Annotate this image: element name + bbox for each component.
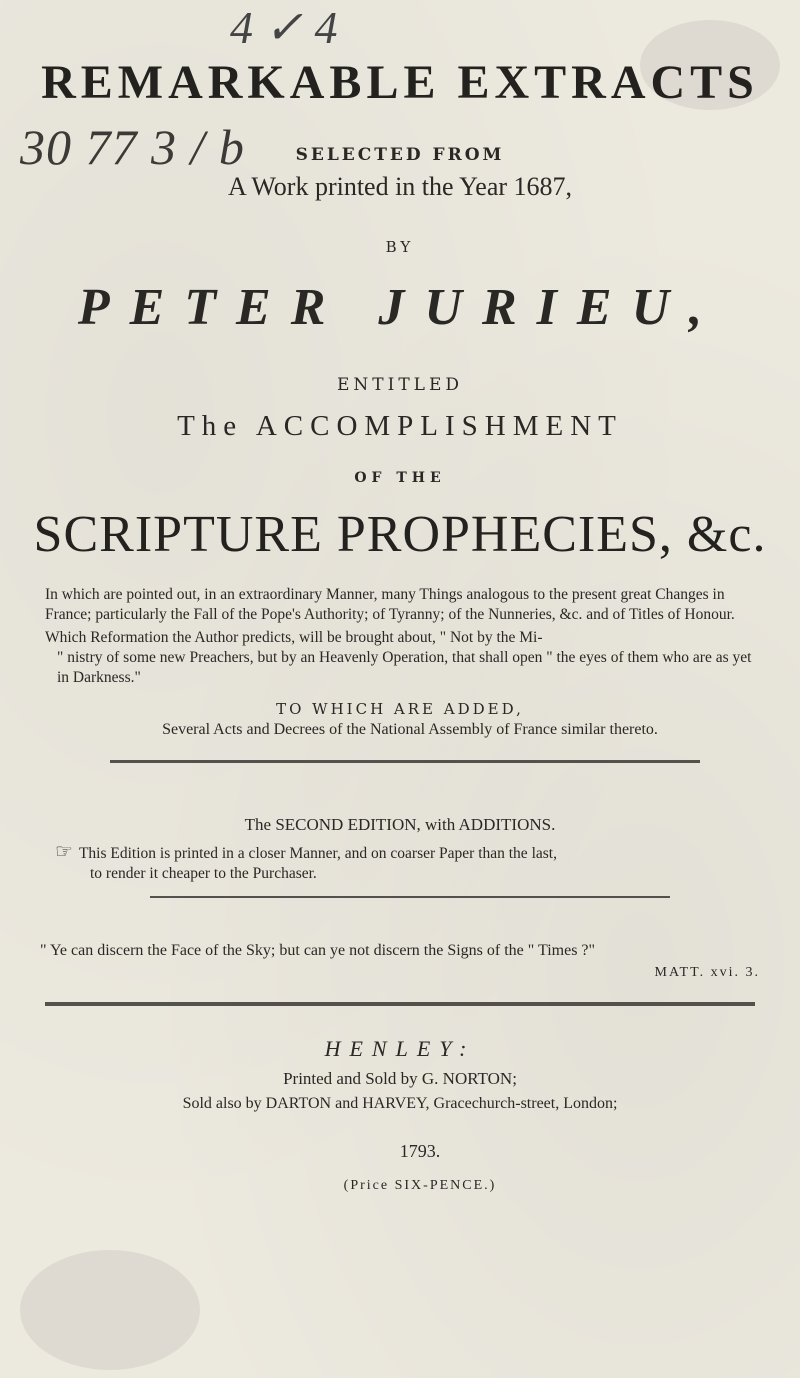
author-name: PETER JURIEU, (77, 279, 723, 336)
by-line: BY (385, 238, 415, 256)
divider-rule (110, 760, 700, 763)
accomplishment-line: The ACCOMPLISHMENT (177, 410, 623, 442)
description-quote-lead: Which Reformation the Author predicts, will be brought about, " Not by the Mi- (45, 629, 543, 646)
divider-rule (150, 896, 670, 898)
edition-note-line2: to render it cheaper to the Purchaser. (90, 865, 317, 882)
work-line: A Work printed in the Year 1687, (227, 172, 573, 201)
imprint-sold-also: Sold also by DARTON and HARVEY, Gracechurch-street, London; (182, 1095, 618, 1112)
divider-rule (45, 1002, 755, 1006)
epigraph-citation: MATT. xvi. 3. (654, 965, 760, 980)
selected-from-line: SELECTED FROM (295, 145, 505, 165)
imprint-price: (Price SIX-PENCE.) (343, 1178, 497, 1193)
ink-stain (20, 1250, 200, 1370)
pointing-hand-icon: ☞ (55, 841, 73, 863)
description-quote: " nistry of some new Preachers, but by an Heavenly Operation, that shall open " the eyes of them who are as yet in Darkness." (57, 649, 752, 686)
edition-note (55, 842, 755, 884)
imprint-printer: Printed and Sold by G. NORTON; (283, 1069, 517, 1088)
handwritten-shelfmark: 30 77 3 / b (20, 119, 245, 175)
of-the-line: OF THE (354, 470, 446, 486)
imprint-place: HENLEY: (324, 1036, 476, 1061)
description-quote-paragraph (45, 628, 765, 688)
epigraph-text: " Ye can discern the Face of the Sky; but can ye not discern the Signs of the " Times ?" (40, 942, 596, 959)
several-acts-line: Several Acts and Decrees of the National Assembly of France similar thereto. (162, 721, 658, 738)
handwritten-scribble: 4 ✓ 4 (230, 2, 338, 53)
entitled-line: ENTITLED (336, 375, 463, 395)
edition-note-line1: This Edition is printed in a closer Manner, and on coarser Paper than the last, (78, 845, 557, 862)
description-paragraph: In which are pointed out, in an extraordinary Manner, many Things analogous to the present great Changes in France; particularly the Fall of the Pope's Authority; of Tyranny; of the Nunneries, &c. and of Titles of Honour. (45, 586, 735, 623)
imprint-year: 1793. (399, 1141, 441, 1161)
scripture-prophecies-heading: SCRIPTURE PROPHECIES, &c. (33, 506, 767, 563)
page-title: REMARKABLE EXTRACTS (41, 56, 759, 109)
edition-line: The SECOND EDITION, with ADDITIONS. (244, 815, 556, 834)
epigraph (40, 940, 760, 980)
added-line: TO WHICH ARE ADDED, (276, 700, 524, 718)
